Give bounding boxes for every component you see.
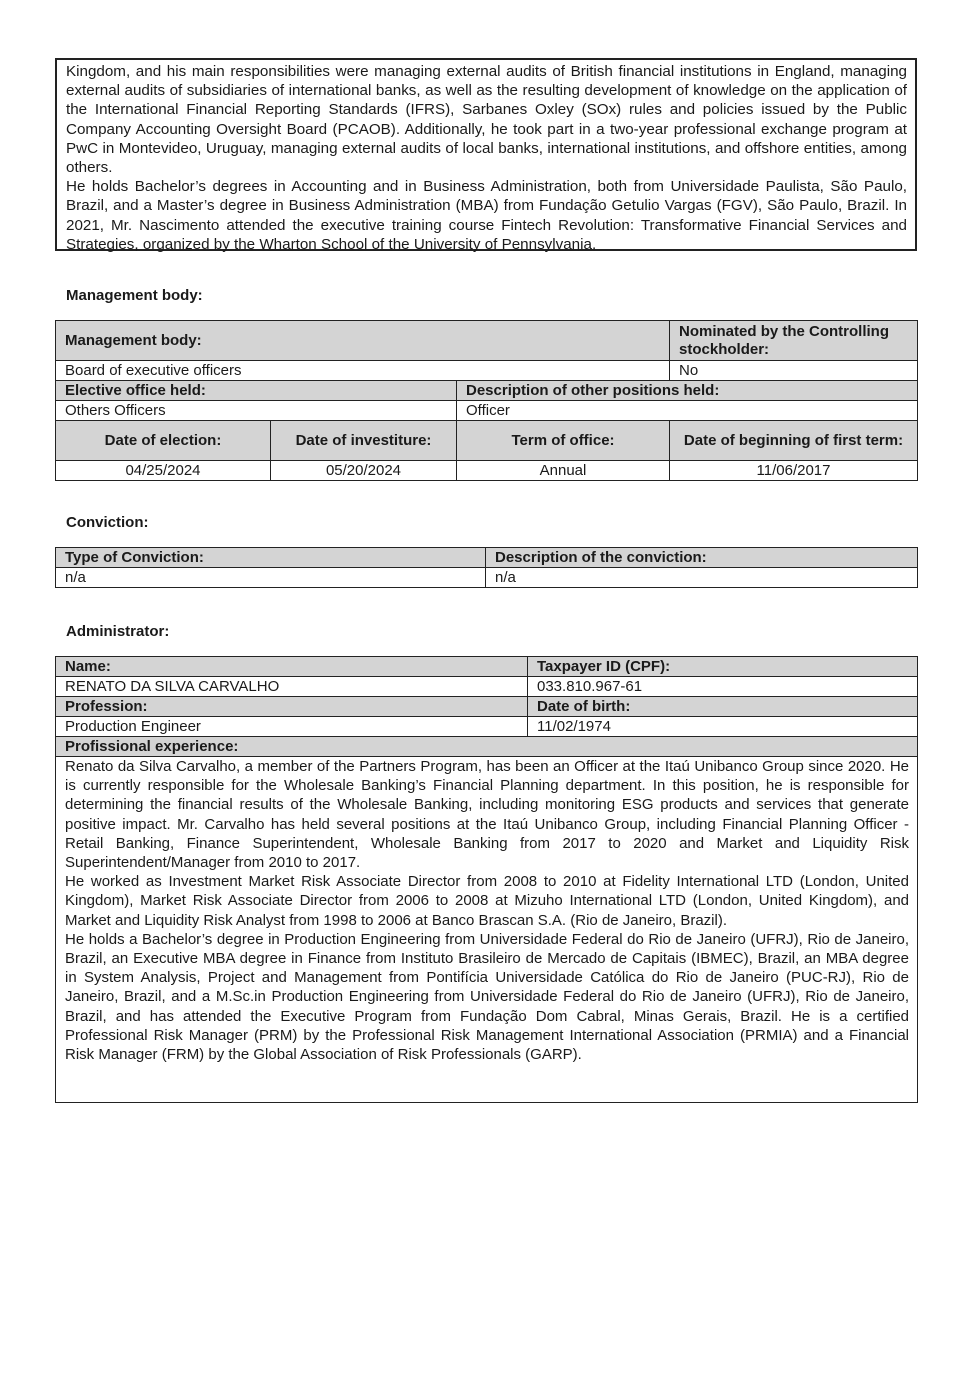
- first-term-value: 11/06/2017: [670, 461, 918, 481]
- profession-header: Profession:: [56, 697, 528, 717]
- previous-experience-box: [55, 58, 917, 251]
- name-header: Name:: [56, 657, 528, 677]
- management-body-header: Management body:: [56, 321, 670, 361]
- management-body-value: Board of executive officers: [56, 361, 670, 381]
- birth-date-value: 11/02/1974: [528, 717, 918, 737]
- conviction-type-header: Type of Conviction:: [56, 548, 486, 568]
- management-table: [55, 320, 918, 481]
- term-value: Annual: [457, 461, 670, 481]
- conviction-description-value: n/a: [486, 568, 918, 588]
- conviction-section-label: Conviction:: [66, 514, 149, 531]
- experience-paragraph-3: He holds a Bachelor’s degree in Production Engineering from Universidade Federal do Rio de Janeiro (UFRJ), Rio de Janeiro, Brazil, an Executive MBA degree in Finance from Instituto Brasileiro de Mercado de Capitais (IBMEC), Brazil, an MBA degree in System Analysis, Project and Management from Pontifícia Universidade Católica do Rio de Janeiro (PUC-RJ), Rio de Janeiro, Brazil, and a M.Sc.in Production Engineering from Universidade Federal do Rio de Janeiro (UFRJ), Rio de Janeiro, Brazil, and has attended the Executive Program from Fundação Dom Cabral, Minas Gerais, Brazil. He is a certified Professional Risk Manager (PRM) by the Professional Risk Management International Association (PRMIA) and a Financial Risk Manager (FRM) by the Global Association of Risk Professionals (GARP).: [65, 930, 909, 1064]
- first-term-header: Date of beginning of first term:: [670, 421, 918, 461]
- profession-value: Production Engineer: [56, 717, 528, 737]
- other-positions-header: Description of other positions held:: [457, 381, 918, 401]
- term-header: Term of office:: [457, 421, 670, 461]
- education-paragraph: He holds Bachelor’s degrees in Accounting and in Business Administration, both from Universidade Paulista, São Paulo, Brazil, and a Master’s degree in Business Administration (MBA) from Fundação Getulio Vargas (FGV), São Paulo, Brazil. In 2021, Mr. Nascimento attended the executive training course Fintech Revolution: Transformative Financial Services and Strategies, organized by the Wharton School of the University of Pennsylvania.: [66, 178, 907, 253]
- other-positions-value: Officer: [457, 401, 918, 421]
- experience-paragraph: Kingdom, and his main responsibilities were managing external audits of British financial institutions in England, managing external audits of subsidiaries of international banks, as well as the resulting development of knowledge on the application of the International Financial Reporting Standards (IFRS), Sarbanes Oxley (SOx) rules and policies issued by the Public Company Accounting Oversight Board (PCAOB). Additionally, he took part in a two-year professional exchange program at PwC in Montevideo, Uruguay, managing external audits of local banks, international institutions, and offshore entities, among others.: [66, 63, 907, 177]
- election-date-header: Date of election:: [56, 421, 271, 461]
- nominated-header: Nominated by the Controlling stockholder:: [670, 321, 918, 361]
- taxpayer-value: 033.810.967-61: [528, 677, 918, 697]
- investiture-date-header: Date of investiture:: [271, 421, 457, 461]
- conviction-type-value: n/a: [56, 568, 486, 588]
- name-value: RENATO DA SILVA CARVALHO: [56, 677, 528, 697]
- conviction-description-header: Description of the conviction:: [486, 548, 918, 568]
- conviction-table: [55, 547, 918, 588]
- experience-cell: [56, 757, 918, 1103]
- investiture-date-value: 05/20/2024: [271, 461, 457, 481]
- elective-office-value: Others Officers: [56, 401, 457, 421]
- management-section-label: Management body:: [66, 287, 203, 304]
- elective-office-header: Elective office held:: [56, 381, 457, 401]
- administrator-table: [55, 656, 918, 1103]
- experience-paragraph-1: Renato da Silva Carvalho, a member of the Partners Program, has been an Officer at the Itaú Unibanco Group since 2020. He is currently responsible for the Wholesale Banking’s Financial Planning department. In this position, he is responsible for determining the financial results of the Wholesale Banking, including monitoring ESG products and services that generate positive impact. Mr. Carvalho has held several positions at the Itaú Unibanco Group, including Financial Planning Officer - Retail Banking, Finance Superintendent, Wholesale Banking from 2017 to 2020 and Market and Liquidity Risk Superintendent/Manager from 2010 to 2017.: [65, 758, 909, 872]
- birth-date-header: Date of birth:: [528, 697, 918, 717]
- administrator-section-label: Administrator:: [66, 623, 170, 640]
- experience-header: Profissional experience:: [56, 737, 918, 757]
- nominated-value: No: [670, 361, 918, 381]
- election-date-value: 04/25/2024: [56, 461, 271, 481]
- experience-paragraph-2: He worked as Investment Market Risk Associate Director from 2008 to 2010 at Fidelity International LTD (London, United Kingdom), Market Risk Associate Director from 2006 to 2008 at Mizuho International LTD (London, United Kingdom), and Market and Liquidity Risk Analyst from 1998 to 2006 at Banco Brascan S.A. (Rio de Janeiro, Brazil).: [65, 873, 909, 929]
- taxpayer-header: Taxpayer ID (CPF):: [528, 657, 918, 677]
